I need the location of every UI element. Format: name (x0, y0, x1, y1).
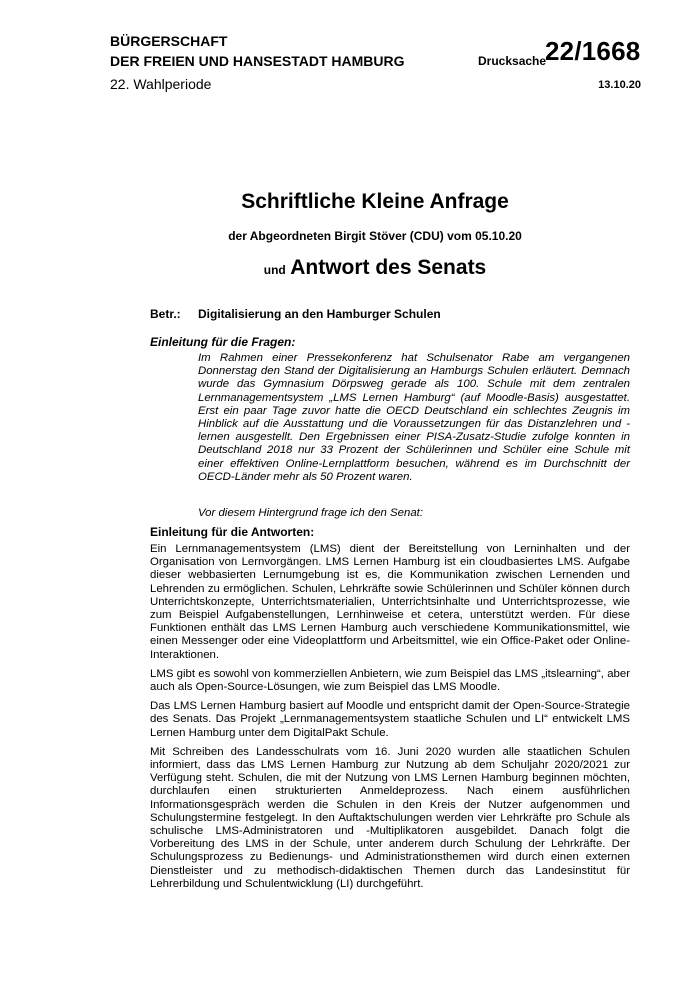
drucksache-number: 22/1668 (545, 36, 641, 66)
answers-intro-body (150, 543, 630, 897)
parliament-name-line2: DER FREIEN UND HANSESTADT HAMBURG (110, 53, 405, 69)
subject-label: Betr.: (150, 307, 181, 321)
parliament-name-line1: BÜRGERSCHAFT (110, 33, 228, 49)
document-byline: der Abgeordneten Birgit Stöver (CDU) vom 05.10.20 (228, 229, 522, 243)
answer-heading (0, 256, 700, 280)
document-title: Schriftliche Kleine Anfrage (241, 190, 509, 213)
questions-intro-heading: Einleitung für die Fragen: (150, 335, 296, 349)
legislative-period: 22. Wahlperiode (110, 76, 212, 92)
answers-paragraph: Ein Lernmanagementsystem (LMS) dient der Bereitstellung von Lerninhalten und der Organisation von Lernvorgängen. LMS Lernen Hamburg ist ein cloudbasiertes LMS. Aufgabe dieser webbasierten Lernumgebung ist es, die Kommunikation zwischen Lernenden und Lehrenden zu ermöglichen. Schulen, Lehrkräfte sowie Schülerinnen und Schüler können durch Unterrichtskonzepte, Unterrichtsmaterialien, Unterrichtsinhalte und Unterrichtsprozesse, wie zum Beispiel Aufgabenstellungen, Lernhinweise et cetera, unterstützt werden. Für diese Funktionen enthält das LMS Lernen Hamburg auch verschiedene Kommunikationsmittel, wie einen Messenger oder eine Videoplattform und Arbeitsmittel, wie ein Office-Paket oder Online-Interaktionen. (150, 543, 630, 661)
answers-paragraph: LMS gibt es sowohl von kommerziellen Anbietern, wie zum Beispiel das LMS „itslearning“, aber auch als Open-Source-Lösungen, wie zum Beispiel das LMS Moodle. (150, 667, 630, 694)
answers-paragraph: Das LMS Lernen Hamburg basiert auf Moodle und entspricht damit der Open-Source-Strategie des Senats. Das Projekt „Lernmanagementsystem staatliche Schulen und LI“ entwickelt LMS Lernen Hamburg unter dem DigitalPakt Schule. (150, 700, 630, 739)
answers-intro-heading: Einleitung für die Antworten: (150, 525, 315, 539)
answer-title: Antwort des Senats (290, 256, 487, 279)
drucksache-label: Drucksache (478, 54, 547, 68)
subject-text: Digitalisierung an den Hamburger Schulen (198, 307, 441, 321)
answer-und: und (263, 263, 286, 277)
document-date: 13.10.20 (598, 79, 641, 91)
answers-paragraph: Mit Schreiben des Landesschulrats vom 16. Juni 2020 wurden alle staatlichen Schulen informiert, dass das LMS Lernen Hamburg zur Nutzung ab dem Schuljahr 2020/2021 zur Verfügung steht. Schulen, die mit der Nutzung von LMS Lernen Hamburg beginnen möchten, durchlaufen einen strukturierten Anmeldeprozess. Nach einem ausführlichen Informationsgespräch werden die Schulen in den Kreis der Nutzer aufgenommen und Schulungstermine festgelegt. In den Auftaktschulungen werden vier Lehrkräfte pro Schule als schulische LMS-Administratoren und -Multiplikatoren ausgebildet. Danach folgt die Vorbereitung des LMS in der Schule, unter anderem durch Schulung der Lehrkräfte. Der Schulungsprozess zu Bedienungs- und Administrationsthemen wird durch einen externen Dienstleister und zu methodisch-didaktischen Themen durch das Landesinstitut für Lehrerbildung und Schulentwicklung (LI) durchgeführt. (150, 745, 630, 890)
questions-intro-final: Vor diesem Hintergrund frage ich den Senat: (198, 507, 423, 519)
questions-intro-paragraph: Im Rahmen einer Pressekonferenz hat Schulsenator Rabe am vergangenen Donnerstag den Stand der Digitalisierung an Hamburgs Schulen erläutert. Demnach wurde das Gymnasium Dörpsweg gerade als 100. Schule mit dem zentralen Lernmanagementsystem „LMS Lernen Hamburg“ (auf Moodle-Basis) ausgestattet. Erst ein paar Tage zuvor hatte die OECD Deutschland ein schlechtes Zeugnis im Hinblick auf die Ausstattung und die Voraussetzungen für das Distanzlehren und -lernen ausgestellt. Den Ergebnissen einer PISA-Zusatz-Studie zufolge konnten in Deutschland 2018 nur 33 Prozent der Schülerinnen und Schüler eine Schule mit einer effektiven Online-Lernplattform besuchen, während es im Durchschnitt der OECD-Länder mehr als 50 Prozent waren. (198, 352, 630, 483)
